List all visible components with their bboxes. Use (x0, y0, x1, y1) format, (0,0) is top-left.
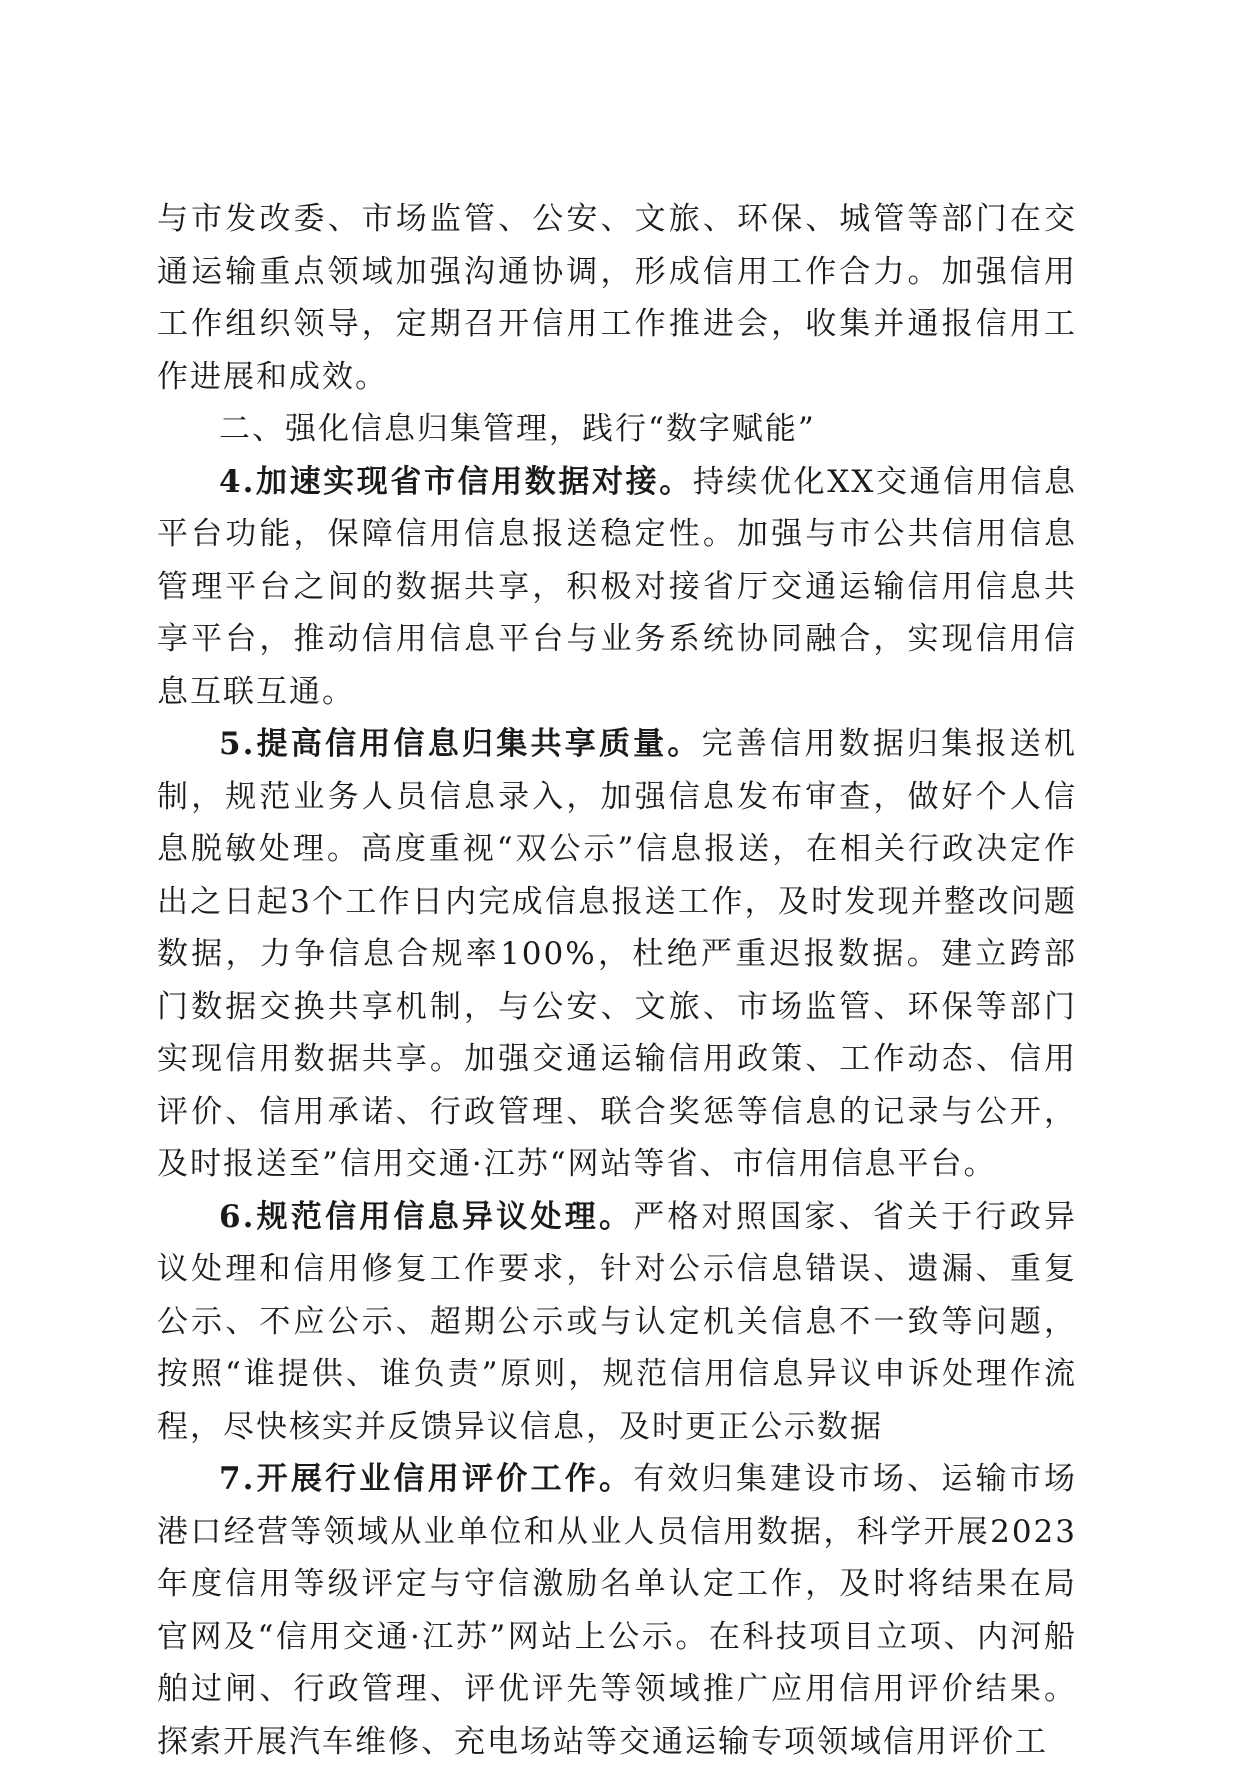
document-body (157, 193, 1077, 1768)
item-7-body: 有效归集建设市场、运输市场港口经营等领域从业单位和从业人员信用数据，科学开展2023年度信用等级评定与守信激励名单认定工作，及时将结果在局官网及“信用交通·江苏”网站上公示。在科技项目立项、内河船舶过闸、行政管理、评优评先等领域推广应用信用评价结果。探索开展汽车维修、充电场站等交通运输专项领域信用评价工 (157, 1461, 1077, 1760)
item-5-title: 5.提高信用信息归集共享质量。 (219, 726, 702, 762)
item-7-paragraph (157, 1453, 1077, 1768)
item-7-title: 7.开展行业信用评价工作。 (219, 1461, 634, 1497)
item-6-body: 严格对照国家、省关于行政异议处理和信用修复工作要求，针对公示信息错误、遗漏、重复公示、不应公示、超期公示或与认定机关信息不一致等问题，按照“谁提供、谁负责”原则，规范信用信息异议申诉处理作流程，尽快核实并反馈异议信息，及时更正公示数据 (157, 1198, 1077, 1445)
item-5-paragraph (157, 718, 1077, 1191)
paragraph-continuation: 与市发改委、市场监管、公安、文旅、环保、城管等部门在交通运输重点领域加强沟通协调，形成信用工作合力。加强信用工作组织领导，定期召开信用工作推进会，收集并通报信用工作进展和成效。 (157, 201, 1077, 395)
item-4-paragraph (157, 456, 1077, 719)
item-4-title: 4.加速实现省市信用数据对接。 (219, 463, 693, 500)
item-5-body: 完善信用数据归集报送机制，规范业务人员信息录入，加强信息发布审查，做好个人信息脱敏处理。高度重视“双公示”信息报送，在相关行政决定作出之日起3个工作日内完成信息报送工作，及时发现并整改问题数据，力争信息合规率100%，杜绝严重迟报数据。建立跨部门数据交换共享机制，与公安、文旅、市场监管、环保等部门实现信用数据共享。加强交通运输信用政策、工作动态、信用评价、信用承诺、行政管理、联合奖惩等信息的记录与公开，及时报送至”信用交通·江苏“网站等省、市信用信息平台。 (157, 726, 1077, 1182)
item-4-body: 持续优化XX交通信用信息平台功能，保障信用信息报送稳定性。加强与市公共信用信息管理平台之间的数据共享，积极对接省厅交通运输信用信息共享平台，推动信用信息平台与业务系统协同融合，实现信用信息互联互通。 (157, 463, 1077, 710)
section-2-heading: 二、强化信息归集管理，践行“数字赋能” (219, 411, 816, 447)
item-6-title: 6.规范信用信息异议处理。 (219, 1198, 634, 1235)
item-6-paragraph (157, 1191, 1077, 1454)
